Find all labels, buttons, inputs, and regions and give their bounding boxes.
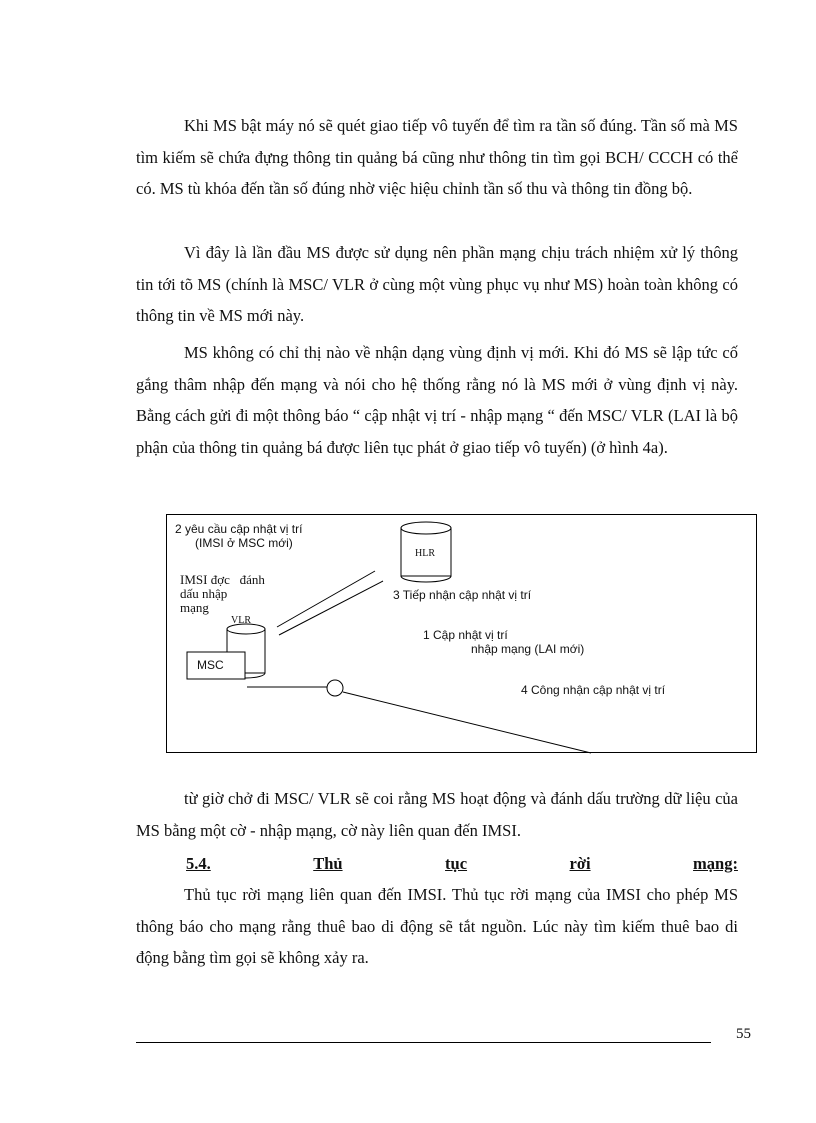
heading-word-3: rời [569, 854, 591, 873]
paragraph-1 [136, 110, 738, 205]
step3-label: 3 Tiếp nhận cập nhật vị trí [393, 588, 532, 602]
imsi-label-1: IMSI đợc đánh [180, 572, 265, 587]
request-sub-label: (IMSI ở MSC mới) [195, 536, 293, 550]
step4-label: 4 Công nhận cập nhật vị trí [521, 683, 666, 697]
paragraph-5-text: Thủ tục rời mạng liên quan đến IMSI. Thủ tục rời mạng của IMSI cho phép MS thông báo cho mạng rằng thuê bao di động sẽ tắt nguồn. Lúc này tìm kiếm thuê bao di động bằng tìm gọi sẽ không xảy ra. [136, 885, 738, 967]
paragraph-3-text: MS không có chỉ thị nào về nhận dạng vùng định vị mới. Khi đó MS sẽ lập tức cố gắng thâm nhập đến mạng và nói cho hệ thống rằng nó là MS mới ở vùng định vị này. Bằng cách gửi đi một thông báo “ cập nhật vị trí - nhập mạng “ đến MSC/ VLR (LAI là bộ phận của thông tin quảng bá được liên tục phát ở giao tiếp vô tuyến) (ở hình 4a). [136, 343, 738, 457]
location-update-diagram [166, 514, 757, 753]
msc-label: MSC [197, 658, 224, 672]
section-heading [186, 848, 738, 879]
request-label: 2 yêu cầu cập nhật vị trí [175, 522, 303, 536]
footer-divider [136, 1042, 711, 1043]
imsi-label-3: mạng [180, 600, 209, 615]
heading-word-4: mạng: [693, 854, 738, 873]
heading-word-2: tục [445, 854, 468, 873]
vlr-label: VLR [231, 615, 251, 626]
paragraph-4 [136, 783, 738, 846]
ms-link-line [343, 692, 591, 753]
paragraph-3 [136, 337, 738, 463]
hlr-label: HLR [415, 548, 435, 559]
section-number: 5.4. [186, 854, 211, 873]
paragraph-2-text: Vì đây là lần đầu MS được sử dụng nên phần mạng chịu trách nhiệm xử lý thông tin tới tõ MS (chính là MSC/ VLR ở cùng một vùng phục vụ như MS) hoàn toàn không có thông tin về MS mới này. [136, 243, 738, 325]
paragraph-1-text: Khi MS bật máy nó sẽ quét giao tiếp vô tuyến để tìm ra tần số đúng. Tần số mà MS tìm kiếm sẽ chứa đựng thông tin quảng bá cũng như thông tin tìm gọi BCH/ CCCH có thể có. MS tù khóa đến tần số đúng nhờ việc hiệu chỉnh tần số thu và thông tin đồng bộ. [136, 116, 738, 198]
paragraph-2 [136, 237, 738, 332]
link-line-1 [277, 571, 375, 627]
link-line-2 [279, 581, 383, 635]
ms-circle-icon [327, 680, 343, 696]
imsi-label-2: dấu nhập [180, 586, 228, 601]
step1-sub-label: nhập mạng (LAI mới) [471, 642, 585, 656]
page-number: 55 [736, 1026, 751, 1042]
heading-word-1: Thủ [313, 854, 343, 873]
paragraph-4-text: từ giờ chở đi MSC/ VLR sẽ coi rằng MS hoạt động và đánh dấu trường dữ liệu của MS bằng một cờ - nhập mạng, cờ này liên quan đến IMSI. [136, 789, 738, 840]
paragraph-5 [136, 879, 738, 974]
step1-label: 1 Cập nhật vị trí [423, 628, 508, 642]
